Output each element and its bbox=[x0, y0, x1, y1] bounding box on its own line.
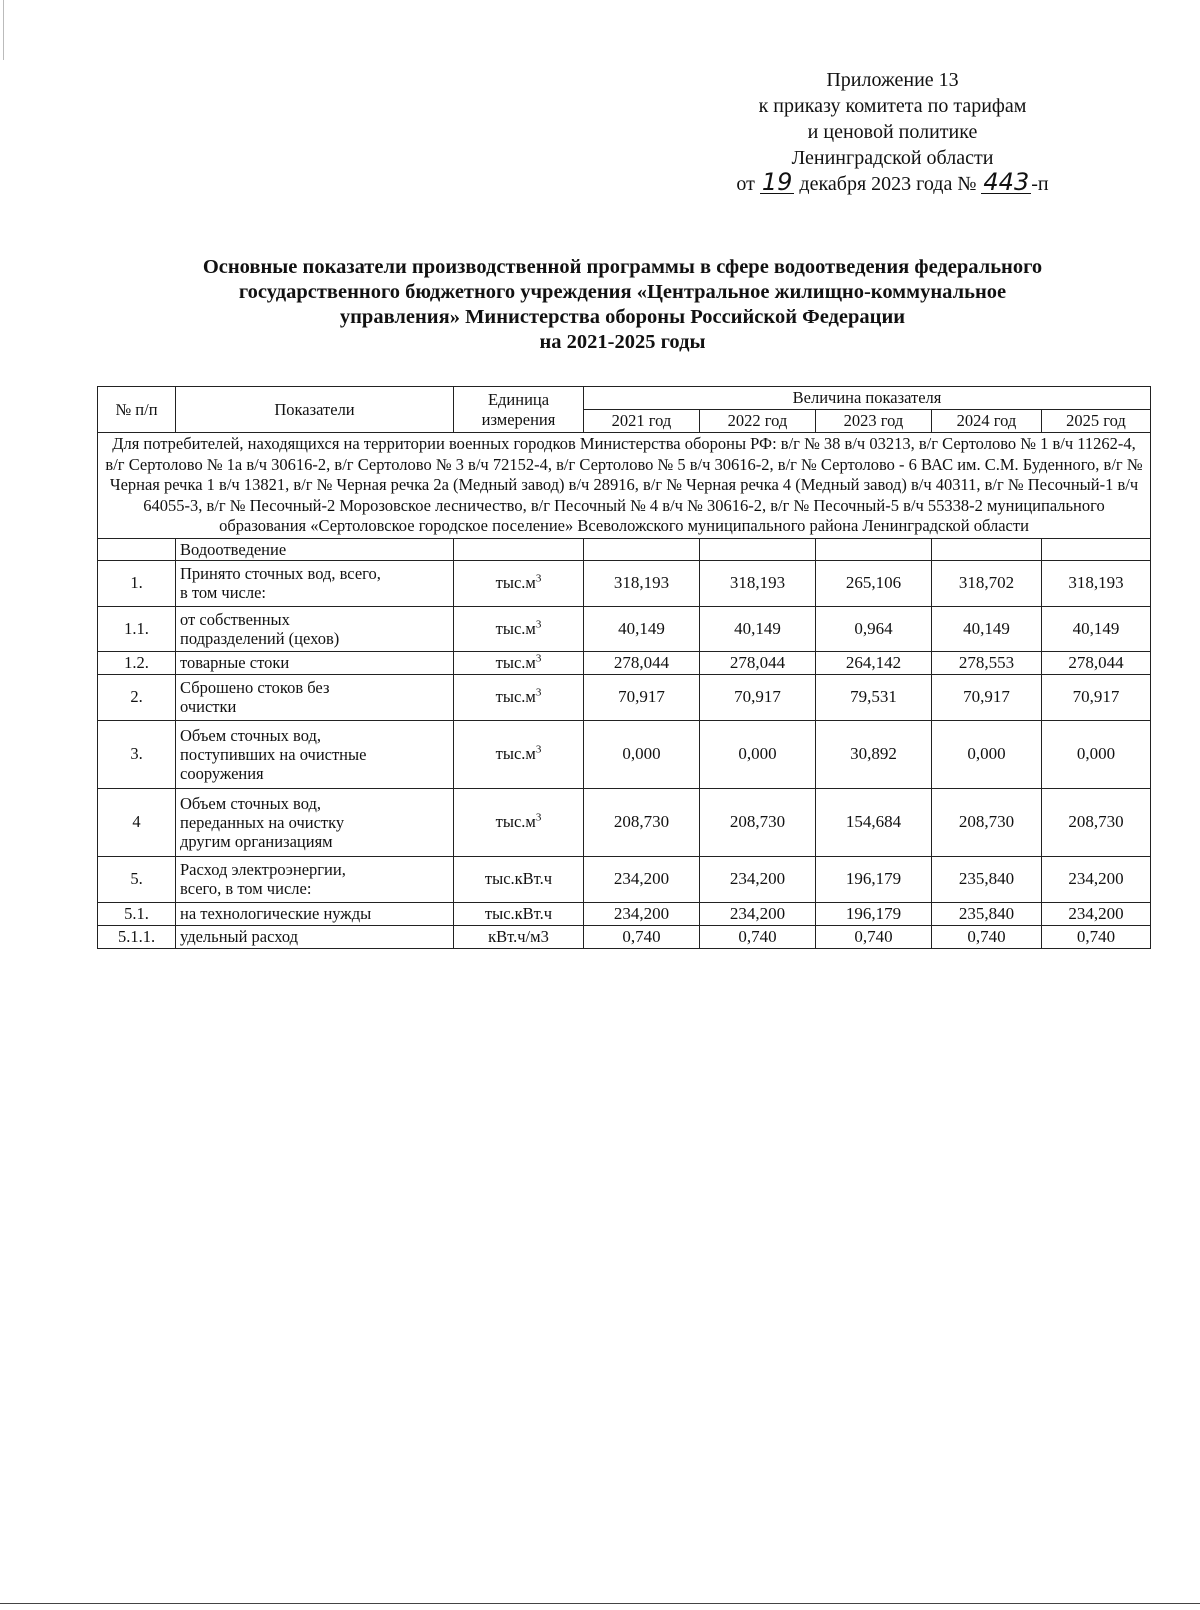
unit-exponent: 3 bbox=[535, 618, 542, 630]
row-name-line: очистки bbox=[180, 697, 237, 716]
row-name bbox=[176, 720, 454, 788]
table-row bbox=[98, 788, 1151, 856]
value-2022: 234,200 bbox=[700, 902, 816, 925]
annex-line-1: Приложение 13 bbox=[826, 69, 959, 91]
value-2024: 70,917 bbox=[932, 674, 1042, 720]
annex-number-handwritten: 443 bbox=[983, 168, 1030, 196]
row-name-line: Объем сточных вод, bbox=[180, 793, 322, 813]
header-row-1 bbox=[98, 387, 1151, 410]
section-num-cell bbox=[98, 538, 176, 560]
row-num: 4 bbox=[98, 788, 176, 856]
unit-exponent: 3 bbox=[535, 652, 542, 664]
unit-exponent: 3 bbox=[535, 572, 542, 585]
section-empty-cell bbox=[700, 538, 816, 560]
header-unit-line-2: измерения bbox=[481, 409, 556, 429]
scope-text: Для потребителей, находящихся на территории военных городков Министерства обороны РФ: в/г № 38 в/ч 03213, в/г Сертолово № 1 в/ч 11262-4, в/г Сертолово № 1а в/ч 30616-2, в/г Сертолово № 3 в/ч 72152-4, в/г Сертолово № 5 в/ч 30616-2, в/г № Сертолово - 6 ВАС им. С.М. Буденного, в/г № Черная речка 1 в/ч 13821, в/г № Черная речка 2а (Медный завод) в/ч 28916, в/г № Черная речка 4 (Медный завод) в/ч 40311, в/г № Песочный-1 в/ч 64055-3, в/г № Песочный-2 Морозовское лесничество, в/г Песочный № 4 в/ч № 30616-2, в/г № Песочный-5 в/ч 55338-2 муниципального образования «Сертоловское городское поселение» Всеволожского муниципального района Ленинградской области bbox=[98, 433, 1151, 539]
value-2025: 40,149 bbox=[1042, 606, 1151, 651]
row-name: товарные стоки bbox=[176, 651, 454, 674]
value-2023: 79,531 bbox=[816, 674, 932, 720]
table-row bbox=[98, 720, 1151, 788]
row-name-line: Принято сточных вод, всего, bbox=[180, 564, 381, 583]
unit-exponent: 3 bbox=[535, 743, 542, 756]
header-year-2024: 2024 год bbox=[932, 410, 1042, 433]
header-indicator: Показатели bbox=[176, 387, 454, 433]
value-2023: 196,179 bbox=[816, 856, 932, 902]
section-empty-cell bbox=[932, 538, 1042, 560]
header-unit bbox=[454, 387, 584, 433]
header-year-2022: 2022 год bbox=[700, 410, 816, 433]
row-unit: тыс.кВт.ч bbox=[454, 902, 584, 925]
unit-exponent: 3 bbox=[535, 811, 542, 824]
row-name-line: Объем сточных вод, bbox=[180, 725, 322, 745]
value-2023: 264,142 bbox=[816, 651, 932, 674]
row-name: удельный расход bbox=[176, 925, 454, 948]
row-name bbox=[176, 788, 454, 856]
value-2022: 0,000 bbox=[700, 720, 816, 788]
row-name-line: сооружения bbox=[180, 763, 264, 783]
value-2022: 40,149 bbox=[700, 606, 816, 651]
row-num: 3. bbox=[98, 720, 176, 788]
section-empty-cell bbox=[816, 538, 932, 560]
value-2025: 0,000 bbox=[1042, 720, 1151, 788]
value-2024: 235,840 bbox=[932, 856, 1042, 902]
row-num: 2. bbox=[98, 674, 176, 720]
indicators-table bbox=[97, 386, 1151, 949]
unit-text: тыс.м bbox=[495, 812, 536, 831]
value-2025: 234,200 bbox=[1042, 856, 1151, 902]
table-row bbox=[98, 560, 1151, 606]
row-unit bbox=[454, 674, 584, 720]
row-num: 1.2. bbox=[98, 651, 176, 674]
row-name-line: Расход электроэнергии, bbox=[180, 860, 346, 879]
row-unit bbox=[454, 720, 584, 788]
row-num: 5.1.1. bbox=[98, 925, 176, 948]
header-year-2025: 2025 год bbox=[1042, 410, 1151, 433]
unit-text: тыс.м bbox=[495, 652, 536, 672]
section-empty-cell bbox=[1042, 538, 1151, 560]
row-num: 5. bbox=[98, 856, 176, 902]
value-2023: 154,684 bbox=[816, 788, 932, 856]
value-2021: 234,200 bbox=[584, 856, 700, 902]
value-2024: 0,740 bbox=[932, 925, 1042, 948]
value-2021: 318,193 bbox=[584, 560, 700, 606]
document-title bbox=[95, 255, 1150, 355]
title-line-4: на 2021-2025 годы bbox=[539, 331, 706, 353]
row-name bbox=[176, 560, 454, 606]
annex-date-prefix: от bbox=[736, 173, 755, 195]
annex-date-middle: декабря 2023 года № bbox=[799, 173, 977, 195]
unit-text: тыс.м bbox=[495, 618, 536, 638]
value-2022: 0,740 bbox=[700, 925, 816, 948]
section-row bbox=[98, 538, 1151, 560]
unit-exponent: 3 bbox=[535, 686, 542, 699]
value-2024: 0,000 bbox=[932, 720, 1042, 788]
row-unit: кВт.ч/м3 bbox=[454, 925, 584, 948]
table-row bbox=[98, 925, 1151, 948]
section-empty-cell bbox=[454, 538, 584, 560]
scope-row bbox=[98, 433, 1151, 539]
annex-line-2: к приказу комитета по тарифам bbox=[758, 95, 1027, 117]
annex-day-handwritten: 19 bbox=[761, 168, 793, 196]
value-2024: 318,702 bbox=[932, 560, 1042, 606]
value-2024: 235,840 bbox=[932, 902, 1042, 925]
value-2024: 278,553 bbox=[932, 651, 1042, 674]
title-line-2: государственного бюджетного учреждения «Центральное жилищно-коммунальное bbox=[238, 281, 1007, 303]
table-row bbox=[98, 902, 1151, 925]
row-unit bbox=[454, 788, 584, 856]
row-name-line: переданных на очистку bbox=[180, 812, 345, 832]
annex-date-line bbox=[700, 168, 1085, 197]
annex-number-suffix: -п bbox=[1031, 173, 1049, 195]
value-2023: 265,106 bbox=[816, 560, 932, 606]
unit-text: тыс.м bbox=[495, 744, 536, 763]
row-num: 1. bbox=[98, 560, 176, 606]
title-line-1: Основные показатели производственной программы в сфере водоотведения федерального bbox=[202, 256, 1043, 278]
annex-line-3: и ценовой политике bbox=[807, 121, 978, 143]
table-row bbox=[98, 856, 1151, 902]
table-row bbox=[98, 606, 1151, 651]
row-name bbox=[176, 856, 454, 902]
table-row bbox=[98, 674, 1151, 720]
unit-text: тыс.м bbox=[495, 573, 536, 592]
value-2022: 70,917 bbox=[700, 674, 816, 720]
value-2021: 0,000 bbox=[584, 720, 700, 788]
value-2023: 0,740 bbox=[816, 925, 932, 948]
row-name-line: поступивших на очистные bbox=[180, 744, 367, 764]
scan-edge-mark bbox=[3, 0, 4, 60]
row-name-line: от собственных bbox=[180, 609, 290, 629]
value-2022: 278,044 bbox=[700, 651, 816, 674]
row-unit bbox=[454, 651, 584, 674]
title-line-3: управления» Министерства обороны Российской Федерации bbox=[339, 306, 906, 328]
unit-text: тыс.м bbox=[495, 687, 536, 706]
section-label: Водоотведение bbox=[176, 538, 454, 560]
row-name-line: в том числе: bbox=[180, 583, 267, 602]
header-unit-line-1: Единица bbox=[487, 389, 550, 409]
row-name-line: Сброшено стоков без bbox=[180, 678, 330, 697]
value-2025: 208,730 bbox=[1042, 788, 1151, 856]
value-2025: 234,200 bbox=[1042, 902, 1151, 925]
row-unit: тыс.кВт.ч bbox=[454, 856, 584, 902]
row-unit bbox=[454, 560, 584, 606]
scan-bottom-edge bbox=[0, 1603, 1200, 1604]
row-name-line: другим организациям bbox=[180, 831, 333, 851]
value-2022: 318,193 bbox=[700, 560, 816, 606]
value-2025: 0,740 bbox=[1042, 925, 1151, 948]
annex-line-4: Ленинградской области bbox=[791, 147, 994, 169]
table-row bbox=[98, 651, 1151, 674]
value-2021: 70,917 bbox=[584, 674, 700, 720]
value-2022: 208,730 bbox=[700, 788, 816, 856]
row-unit bbox=[454, 606, 584, 651]
value-2021: 208,730 bbox=[584, 788, 700, 856]
value-2024: 40,149 bbox=[932, 606, 1042, 651]
value-2024: 208,730 bbox=[932, 788, 1042, 856]
row-name: на технологические нужды bbox=[176, 902, 454, 925]
value-2021: 278,044 bbox=[584, 651, 700, 674]
header-value-group: Величина показателя bbox=[584, 387, 1151, 410]
row-name bbox=[176, 674, 454, 720]
value-2023: 196,179 bbox=[816, 902, 932, 925]
row-name-line: подразделений (цехов) bbox=[180, 628, 340, 648]
value-2023: 0,964 bbox=[816, 606, 932, 651]
value-2025: 318,193 bbox=[1042, 560, 1151, 606]
value-2021: 234,200 bbox=[584, 902, 700, 925]
row-name-line: всего, в том числе: bbox=[180, 879, 312, 898]
header-year-2023: 2023 год bbox=[816, 410, 932, 433]
value-2021: 0,740 bbox=[584, 925, 700, 948]
section-empty-cell bbox=[584, 538, 700, 560]
value-2023: 30,892 bbox=[816, 720, 932, 788]
row-num: 5.1. bbox=[98, 902, 176, 925]
annex-block bbox=[700, 67, 1085, 197]
row-name bbox=[176, 606, 454, 651]
value-2025: 70,917 bbox=[1042, 674, 1151, 720]
value-2022: 234,200 bbox=[700, 856, 816, 902]
value-2025: 278,044 bbox=[1042, 651, 1151, 674]
header-year-2021: 2021 год bbox=[584, 410, 700, 433]
value-2021: 40,149 bbox=[584, 606, 700, 651]
row-num: 1.1. bbox=[98, 606, 176, 651]
header-num: № п/п bbox=[98, 387, 176, 433]
